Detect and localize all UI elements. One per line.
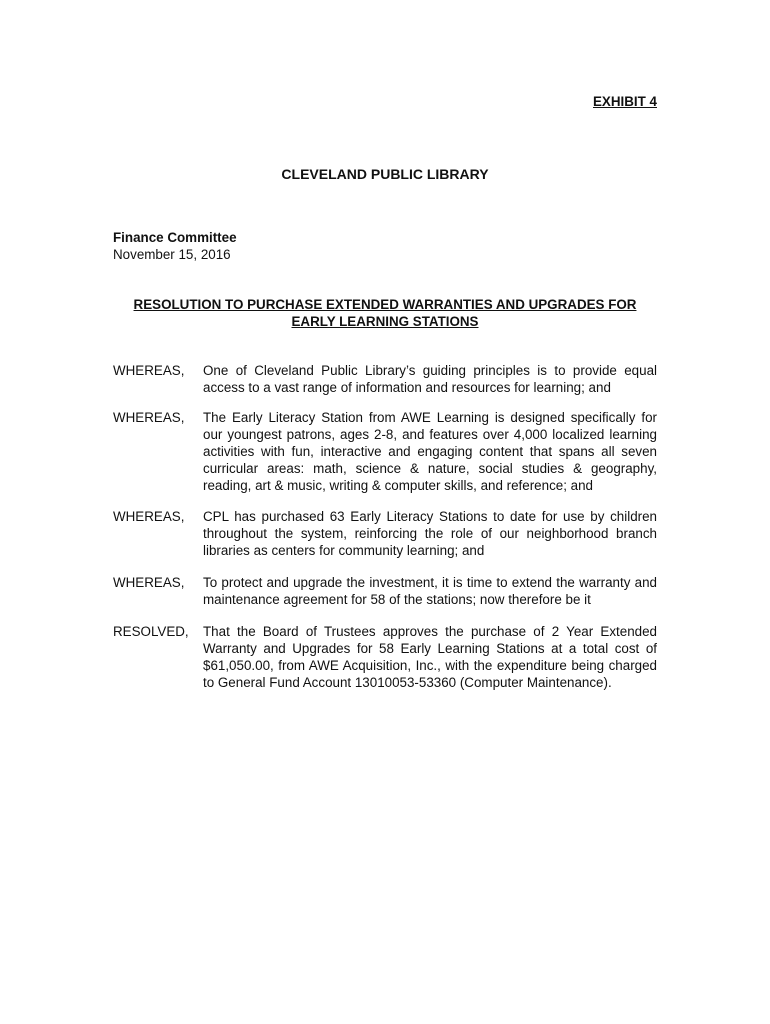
clause-text: To protect and upgrade the investment, it is time to extend the warranty and maintenance agreement for 58 of the stations; now therefore be it [203,575,657,607]
clause-resolved [113,623,657,691]
exhibit-label: EXHIBIT 4 [593,94,657,109]
organization-title: CLEVELAND PUBLIC LIBRARY [281,166,489,182]
clause-text: One of Cleveland Public Library’s guiding principles is to provide equal access to a vast range of information and resources for learning; and [203,363,657,395]
committee-name: Finance Committee [113,230,237,245]
clause-text: That the Board of Trustees approves the purchase of 2 Year Extended Warranty and Upgrades for 58 Early Learning Stations at a total cost of $61,050.00, from AWE Acquisition, Inc., with the expenditure being charged to General Fund Account 13010053-53360 (Computer Maintenance). [203,624,657,690]
clause-label: WHEREAS, [113,575,185,590]
clause-text: The Early Literacy Station from AWE Learning is designed specifically for our youngest patrons, ages 2-8, and features over 4,000 localized learning activities with fun, interactive and engaging content that spans all seven curricular areas: math, science & nature, social studies & geography, reading, art & music, writing & computer skills, and reference; and [203,410,657,493]
clause-text: CPL has purchased 63 Early Literacy Stations to date for use by children throughout the system, reinforcing the role of our neighborhood branch libraries as centers for community learning; and [203,509,657,558]
clause-label: WHEREAS, [113,410,185,425]
clause-label: WHEREAS, [113,363,185,378]
clause-whereas-1 [113,362,657,396]
meeting-date: November 15, 2016 [113,247,231,262]
clause-whereas-2 [113,409,657,494]
clause-whereas-3 [113,508,657,559]
clause-whereas-4 [113,574,657,608]
clause-label: WHEREAS, [113,509,185,524]
clause-label: RESOLVED, [113,624,189,639]
resolution-title: RESOLUTION TO PURCHASE EXTENDED WARRANTIES AND UPGRADES FOR EARLY LEARNING STATIONS [133,297,637,329]
